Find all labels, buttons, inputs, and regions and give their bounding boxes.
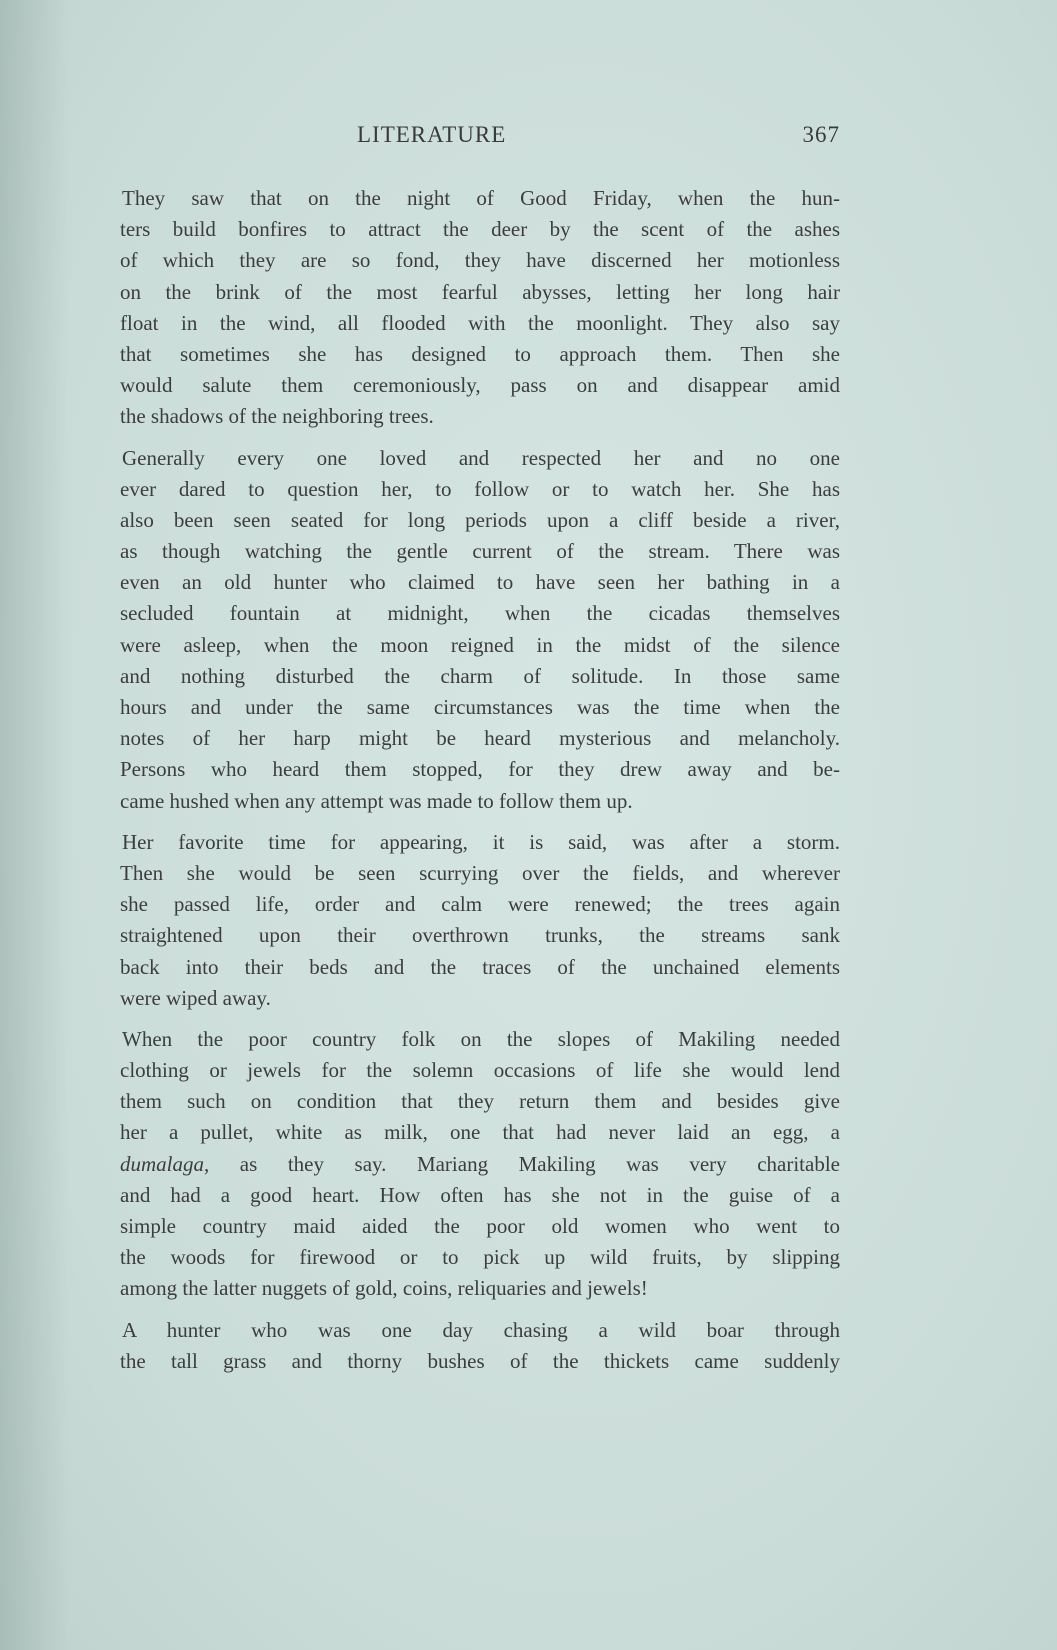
text-line: them such on condition that they return them and besides give [120, 1089, 840, 1114]
text-line: float in the wind, all flooded with the moonlight. They also say [120, 310, 840, 335]
text-line: hours and under the same circumstances was the time when the [120, 695, 840, 719]
body-text [120, 183, 840, 1387]
text-line: Her favorite time for appearing, it is said, was after a storm. [122, 829, 840, 854]
text-line: her a pullet, white as milk, one that had never laid an egg, a [120, 1120, 840, 1145]
spine-shadow [0, 0, 70, 1650]
text-line: secluded fountain at midnight, when the cicadas themselves [120, 601, 840, 626]
text-line: and had a good heart. How often has she not in the guise of a [120, 1182, 840, 1207]
text-line: They saw that on the night of Good Friday, when the hun- [122, 186, 840, 210]
text-line: as though watching the gentle current of the stream. There was [120, 539, 840, 564]
running-header [120, 122, 840, 162]
text-line: came hushed when any attempt was made to follow them up. [120, 788, 633, 813]
text-line: she passed life, order and calm were renewed; the trees again [120, 892, 840, 917]
paragraph-4 [120, 1024, 840, 1305]
page-number: 367 [802, 122, 840, 147]
paragraph-2 [120, 443, 840, 817]
italic-term: dumalaga [120, 1151, 204, 1176]
text-line: simple country maid aided the poor old women who went to [120, 1214, 840, 1238]
text-line: Persons who heard them stopped, for they drew away and be- [120, 757, 840, 782]
header-title: LITERATURE [357, 122, 507, 147]
paragraph-3 [120, 827, 840, 1014]
text-line: ever dared to question her, to follow or to watch her. She has [120, 476, 840, 501]
text-line: When the poor country folk on the slopes of Makiling needed [122, 1026, 840, 1051]
text-line: notes of her harp might be heard mysterious and melancholy. [120, 726, 840, 751]
text-line: Generally every one loved and respected her and no one [122, 445, 840, 470]
paragraph-1 [120, 183, 840, 433]
text-line: would salute them ceremoniously, pass on and disappear amid [120, 373, 840, 398]
text-line: A hunter who was one day chasing a wild boar through [122, 1317, 840, 1342]
text-line: back into their beds and the traces of the unchained elements [120, 954, 840, 979]
text-line: of which they are so fond, they have discerned her motionless [120, 248, 840, 273]
text-line: ters build bonfires to attract the deer by the scent of the ashes [120, 217, 840, 242]
text-line: that sometimes she has designed to approach them. Then she [120, 341, 840, 366]
text-line: the tall grass and thorny bushes of the thickets came suddenly [120, 1348, 840, 1373]
text-line-with-italic [120, 1149, 840, 1180]
text-line: among the latter nuggets of gold, coins, reliquaries and jewels! [120, 1276, 648, 1301]
text-line: clothing or jewels for the solemn occasions of life she would lend [120, 1058, 840, 1083]
text-line: even an old hunter who claimed to have seen her bathing in a [120, 570, 840, 595]
text-line: were wiped away. [120, 985, 271, 1010]
text-line: and nothing disturbed the charm of solitude. In those same [120, 663, 840, 688]
text-line: the shadows of the neighboring trees. [120, 404, 434, 429]
paragraph-5 [120, 1315, 840, 1377]
text-line: the woods for firewood or to pick up wild fruits, by slipping [120, 1245, 840, 1270]
text-line: Then she would be seen scurrying over the fields, and wherever [120, 860, 840, 885]
text-line: were asleep, when the moon reigned in the midst of the silence [120, 632, 840, 657]
italic-line-rest: , as they say. Mariang Makiling was very charitable [204, 1151, 840, 1176]
text-line: straightened upon their overthrown trunks, the streams sank [120, 923, 840, 948]
text-line: also been seen seated for long periods upon a cliff beside a river, [120, 507, 840, 532]
text-line: on the brink of the most fearful abysses, letting her long hair [120, 279, 840, 304]
